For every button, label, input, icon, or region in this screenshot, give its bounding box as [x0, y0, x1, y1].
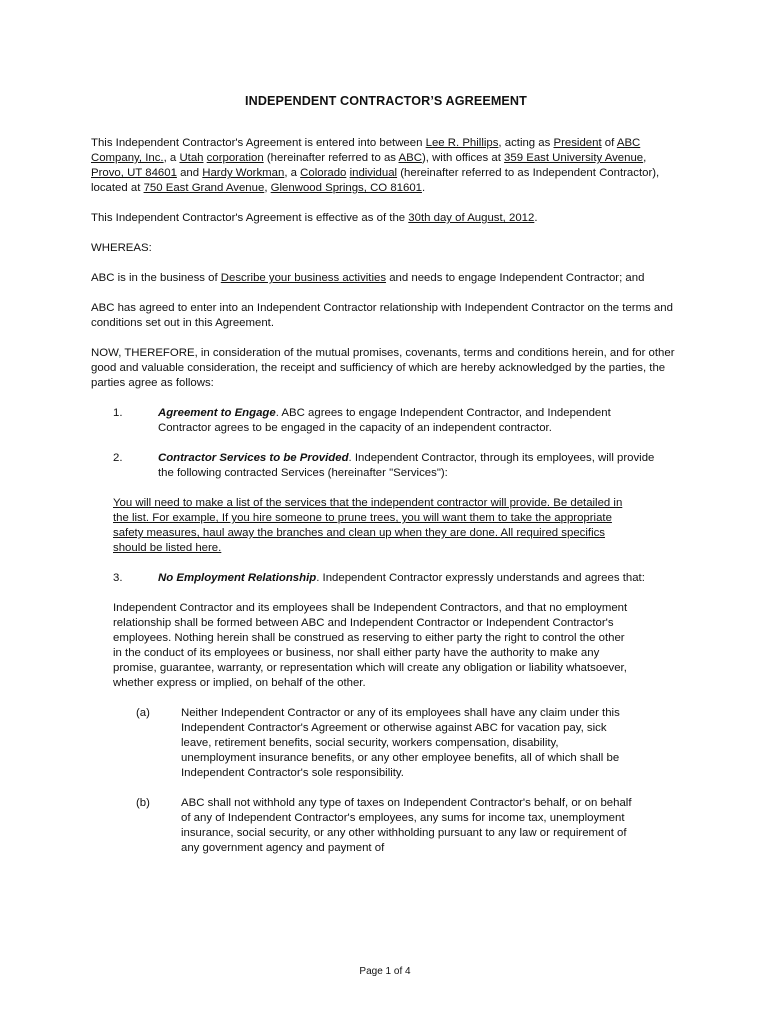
agreed-paragraph: ABC has agreed to enter into an Independent Contractor relationship with Independent Contractor on the terms and conditions set out in this Agreement.	[91, 302, 673, 329]
section-2	[113, 451, 658, 481]
company-abbr: ABC	[398, 152, 422, 164]
company-address: 359 East University Avenue	[504, 152, 644, 164]
contractor-city: Glenwood Springs, CO 81601	[270, 182, 422, 194]
effective-date-paragraph: This Independent Contractor's Agreement is effective as of the 30th day of August, 2012.	[91, 212, 538, 224]
company-city: Provo, UT 84601	[91, 167, 177, 179]
section-text: . Independent Contractor expressly understands and agrees that:	[316, 572, 645, 584]
subitem-label: (b)	[136, 797, 150, 809]
contractor-name: Hardy Workman	[202, 167, 285, 179]
subitem-b	[136, 796, 636, 856]
party-role: President	[553, 137, 602, 149]
contractor-state: Colorado	[300, 167, 347, 179]
section-number: 3.	[113, 572, 123, 584]
contractor-type: individual	[349, 167, 398, 179]
subitem-label: (a)	[136, 707, 150, 719]
relationship-paragraph: Independent Contractor and its employees shall be Independent Contractors, and that no employment relationship shall be formed between ABC and Independent Contractor or Independent Contractor's employees. Nothing herein shall be construed as reserving to either party the right to control the other in the conduct of its employees or business, nor shall either party have the authority to make any promise, guarantee, warranty, or representation which will create any obligation or liability whatsoever, whether express or implied, on behalf of the other.	[113, 602, 628, 689]
section-text: . Independent Contractor, through its employees, will provide the following contracted Services (hereinafter "Services"):	[158, 452, 655, 479]
effective-date: 30th day of August, 2012	[408, 212, 535, 224]
services-note: You will need to make a list of the services that the independent contractor will provide. Be detailed in the list. For example, If you hire someone to prune trees, you will want them to take the appropriate safety measures, haul away the branches and clean up when they are done. All required specifics should be listed here.	[113, 497, 623, 554]
party-name: Lee R. Phillips	[425, 137, 499, 149]
subitem-a	[136, 706, 636, 781]
section-number: 1.	[113, 407, 123, 419]
company-state: Utah	[179, 152, 204, 164]
subitem-text: ABC shall not withhold any type of taxes on Independent Contractor's behalf, or on behalf of any of Independent Contractor's employees, any sums for income tax, unemployment insurance, social security, or any other withholding pursuant to any law or requirement of any government agency and payment of	[181, 797, 632, 854]
business-activity: Describe your business activities	[220, 272, 387, 284]
page-number-footer: Page 1 of 4	[359, 966, 411, 977]
document-title: INDEPENDENT CONTRACTOR’S AGREEMENT	[245, 94, 527, 108]
subitem-text: Neither Independent Contractor or any of its employees shall have any claim under this Independent Contractor's Agreement or otherwise against ABC for vacation pay, sick leave, retirement benefits, social security, workers compensation, disability, unemployment insurance benefits, or any other employee benefits, all of which shall be Independent Contractor's sole responsibility.	[181, 707, 620, 779]
section-3	[113, 571, 658, 586]
contractor-address: 750 East Grand Avenue	[143, 182, 265, 194]
section-text: . ABC agrees to engage Independent Contractor, and Independent Contractor agrees to be engaged in the capacity of an independent contractor.	[158, 407, 611, 434]
business-paragraph: ABC is in the business of Describe your business activities and needs to engage Independent Contractor; and	[91, 272, 645, 284]
now-therefore-paragraph: NOW, THEREFORE, in consideration of the mutual promises, covenants, terms and conditions herein, and for other good and valuable consideration, the receipt and sufficiency of which are hereby acknowledged by the parties, the parties agree as follows:	[91, 347, 675, 389]
section-title: No Employment Relationship	[158, 572, 317, 584]
section-1	[113, 406, 658, 436]
company-name: ABC Company, Inc.	[91, 137, 641, 164]
section-title: Contractor Services to be Provided	[158, 452, 349, 464]
section-title: Agreement to Engage	[158, 407, 276, 419]
company-entity: corporation	[206, 152, 264, 164]
intro-paragraph: This Independent Contractor's Agreement is entered into between Lee R. Phillips, acting as President of ABC Company, Inc., a Utah corporation (hereinafter referred to as ABC), with offices at 359 East University Avenue, Provo, UT 84601 and Hardy Workman, a Colorado individual (hereinafter referred to as Independent Contractor), located at 750 East Grand Avenue, Glenwood Springs, CO 81601.	[91, 137, 660, 194]
document-body	[91, 94, 681, 871]
whereas-heading: WHEREAS:	[91, 242, 152, 254]
section-number: 2.	[113, 452, 123, 464]
